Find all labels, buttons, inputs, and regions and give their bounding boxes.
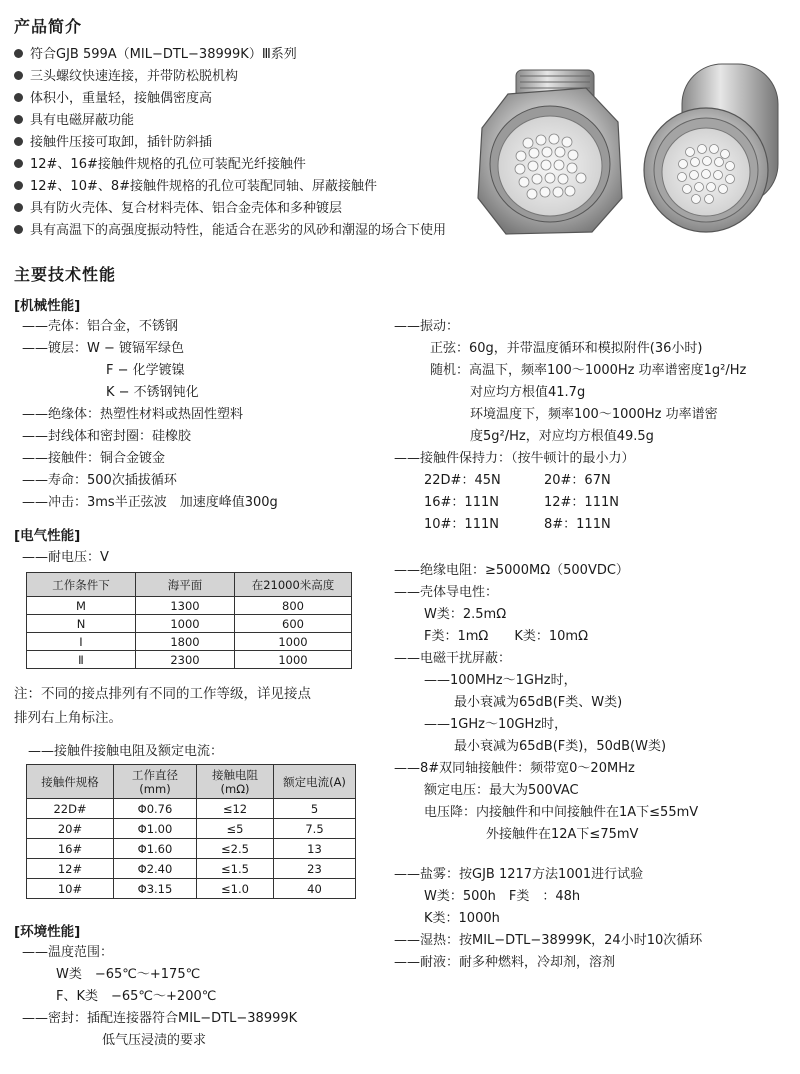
fluid-line: ——耐液：耐多种燃料，冷却剂，溶剂	[394, 955, 616, 970]
elec-title: [电气性能]	[14, 528, 81, 544]
env-line: 低气压浸渍的要求	[102, 1033, 207, 1048]
bullet-dot-icon	[14, 115, 23, 124]
table-header: 在21000米高度	[235, 573, 352, 597]
mech-line: F − 化学镀镍	[106, 363, 185, 378]
feature-item: 三头螺纹快速连接，并带防松脱机构	[14, 66, 574, 88]
table-row: M 1300 800	[27, 597, 352, 615]
mech-line: ——绝缘体：热塑性材料或热固性塑料	[22, 407, 244, 422]
env-line: F、K类 −65℃～+200℃	[56, 989, 217, 1004]
voltage-table	[26, 572, 352, 669]
mech-line: ——封线体和密封圈：硅橡胶	[22, 429, 192, 444]
coax-line: 外接触件在12A下≤75mV	[486, 827, 639, 842]
bullet-dot-icon	[14, 137, 23, 146]
shell-title: ——壳体导电性：	[394, 585, 499, 600]
note-line: 注：不同的接点排列有不同的工作等级，详见接点	[14, 686, 311, 702]
bullet-dot-icon	[14, 203, 23, 212]
feature-item: 具有防火壳体、复合材料壳体、铝合金壳体和多种镀层	[14, 198, 574, 220]
right-column-env	[394, 864, 702, 974]
emi-line: 最小衰减为65dB(F类、W类)	[454, 695, 623, 710]
table-header: 额定电流(A)	[274, 765, 356, 799]
mech-line: ——接触件：铜合金镀金	[22, 451, 166, 466]
bullet-dot-icon	[14, 93, 23, 102]
connector-photo	[468, 48, 788, 248]
env-line: W类 −65℃～+175℃	[56, 967, 201, 982]
feature-item: 具有电磁屏蔽功能	[14, 110, 574, 132]
feature-item: 体积小，重量轻，接触偶密度高	[14, 88, 574, 110]
vibration-random: 对应均方根值41.7g	[470, 385, 586, 400]
right-column-lower	[394, 560, 698, 846]
feature-item: 具有高温下的高强度振动特性，能适合在恶劣的风砂和潮湿的场合下使用	[14, 220, 574, 242]
mech-title: [机械性能]	[14, 298, 81, 314]
salt-line: K类：1000h	[424, 911, 500, 926]
table-header: 接触件规格	[27, 765, 114, 799]
feature-item: 12#、10#、8#接触件规格的孔位可装配同轴、屏蔽接触件	[14, 176, 574, 198]
env-lines	[22, 942, 297, 1052]
table-row: Ⅰ 1800 1000	[27, 633, 352, 651]
table-row: 16# Φ1.60 ≤2.5 13	[27, 839, 356, 859]
retention-row: 10#：111N 8#：111N	[424, 517, 611, 532]
emi-line: ——1GHz～10GHz时，	[424, 717, 568, 732]
salt-line: ——盐雾：按GJB 1217方法1001进行试验	[394, 867, 644, 882]
table-header: 海平面	[136, 573, 235, 597]
vibration-sine: 正弦：60g，并带温度循环和模拟附件(36小时)	[430, 341, 703, 356]
contact-label: ——接触件接触电阻及额定电流：	[28, 744, 224, 759]
table-header: 接触电阻 (mΩ)	[197, 765, 274, 799]
table-row: 10# Φ3.15 ≤1.0 40	[27, 879, 356, 899]
retention-title: ——接触件保持力：（按牛顿计的最小力）	[394, 451, 635, 466]
bullet-dot-icon	[14, 49, 23, 58]
retention-row: 22D#：45N 20#：67N	[424, 473, 611, 488]
humidity-line: ——湿热：按MIL−DTL−38999K，24小时10次循环	[394, 933, 703, 948]
table-row: 20# Φ1.00 ≤5 7.5	[27, 819, 356, 839]
right-column	[394, 316, 746, 536]
env-title: [环境性能]	[14, 924, 81, 940]
table-row: 12# Φ2.40 ≤1.5 23	[27, 859, 356, 879]
insulation-line: ——绝缘电阻：≥5000MΩ（500VDC）	[394, 563, 629, 578]
env-line: ——密封：插配连接器符合MIL−DTL−38999K	[22, 1011, 298, 1026]
emi-title: ——电磁干扰屏蔽：	[394, 651, 512, 666]
voltage-label: ——耐电压：V	[22, 550, 109, 565]
emi-line: ——100MHz～1GHz时，	[424, 673, 577, 688]
shell-line: F类：1mΩ K类：10mΩ	[424, 629, 589, 644]
mech-line: ——镀层：W − 镀镉军绿色	[22, 341, 185, 356]
retention-row: 16#：111N 12#：111N	[424, 495, 619, 510]
salt-line: W类：500h F类 ：48h	[424, 889, 581, 904]
intro-title: 产品简介	[14, 17, 83, 36]
feature-item: 接触件压接可取卸，插针防斜插	[14, 132, 574, 154]
coax-line: ——8#双同轴接触件：频带宽0～20MHz	[394, 761, 635, 776]
env-line: ——温度范围：	[22, 945, 114, 960]
table-row: Ⅱ 2300 1000	[27, 651, 352, 669]
mech-line: ——壳体：铝合金，不锈钢	[22, 319, 179, 334]
bullet-dot-icon	[14, 71, 23, 80]
emi-line: 最小衰减为65dB(F类)，50dB(W类)	[454, 739, 667, 754]
bullet-dot-icon	[14, 181, 23, 190]
bullet-dot-icon	[14, 225, 23, 234]
bullet-dot-icon	[14, 159, 23, 168]
mech-lines	[22, 316, 278, 514]
contact-table	[26, 764, 356, 899]
mech-line: ——冲击：3ms半正弦波 加速度峰值300g	[22, 495, 278, 510]
main-title: 主要技术性能	[14, 265, 117, 284]
table-header: 工作直径 (mm)	[114, 765, 197, 799]
table-header: 工作条件下	[27, 573, 136, 597]
mech-line: ——寿命：500次插拔循环	[22, 473, 177, 488]
shell-line: W类：2.5mΩ	[424, 607, 507, 622]
table-row: 22D# Φ0.76 ≤12 5	[27, 799, 356, 819]
table-row: N 1000 600	[27, 615, 352, 633]
mech-line: K − 不锈钢钝化	[106, 385, 199, 400]
vibration-random: 环境温度下，频率100～1000Hz 功率谱密	[470, 407, 718, 422]
vibration-random: 度5g²/Hz，对应均方根值49.5g	[470, 429, 654, 444]
coax-line: 额定电压：最大为500VAC	[424, 783, 579, 798]
note-line: 排列右上角标注。	[14, 710, 122, 726]
coax-line: 电压降：内接触件和中间接触件在1A下≤55mV	[424, 805, 699, 820]
feature-item: 符合GJB 599A（MIL−DTL−38999K）Ⅲ系列	[14, 44, 574, 66]
vibration-random: 随机：高温下，频率100～1000Hz 功率谱密度1g²/Hz	[430, 363, 747, 378]
feature-item: 12#、16#接触件规格的孔位可装配光纤接触件	[14, 154, 574, 176]
vibration-title: ——振动：	[394, 319, 460, 334]
